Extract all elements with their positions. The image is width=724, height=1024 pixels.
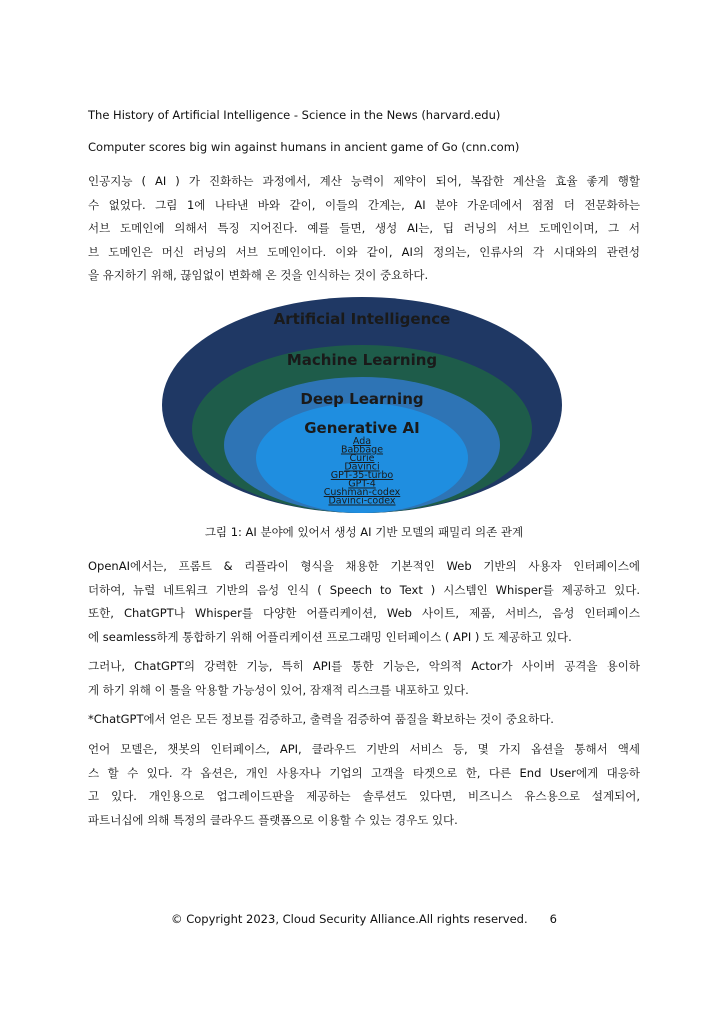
text-line: OpenAI에서는, 프롬트 & 리플라이 형식을 채용한 기본적인 Web 기반의 사용자 인터페이스에 bbox=[88, 559, 640, 573]
label-generative-ai: Generative AI bbox=[304, 419, 420, 437]
model-gpt-35-turbo: GPT-35-turbo bbox=[330, 470, 394, 481]
reference-link-harvard[interactable]: The History of Artificial Intelligence - Science in the News (harvard.edu) bbox=[88, 108, 501, 122]
model-babbage: Babbage bbox=[340, 444, 384, 456]
ai-hierarchy-diagram bbox=[162, 295, 562, 513]
label-artificial-intelligence: Artificial Intelligence bbox=[273, 310, 451, 328]
label-deep-learning: Deep Learning bbox=[300, 390, 424, 408]
text-line: 스 할 수 있다. 각 옵션은, 개인 사용자나 기업의 고객을 타겟으로 한, 다른 End User에게 대응하 bbox=[88, 765, 640, 780]
text-line: 그러나, ChatGPT의 강력한 기능, 특히 API를 통한 기능은, 악의적 Actor가 사이버 공격을 용이하 bbox=[88, 659, 640, 673]
paragraph-access-options bbox=[88, 738, 640, 832]
model-ada: Ada bbox=[352, 436, 372, 447]
text-line: 수 없었다. 그림 1에 나타낸 바와 같이, 이들의 간계는, AI 분야 가운데에서 점점 더 전문화하는 bbox=[88, 197, 640, 212]
text-line: 인공지능 ( AI ) 가 진화하는 과정에서, 계산 능력이 제약이 되어, 복잡한 계산을 효율 좋게 행할 bbox=[88, 174, 640, 188]
paragraph-openai-interfaces bbox=[88, 555, 640, 649]
text-line: 서브 도메인에 의해서 특징 지어진다. 예를 들면, 생성 AI는, 딥 러닝의 서브 도메인이며, 그 서 bbox=[88, 221, 640, 235]
text-line: 게 하기 위해 이 툴을 악용할 가능성이 있어, 잠재적 리스크를 내포하고 있다. bbox=[88, 682, 469, 697]
paragraph-risks bbox=[88, 655, 640, 702]
label-machine-learning: Machine Learning bbox=[286, 351, 438, 369]
figure-caption: 그림 1: AI 분야에 있어서 생성 AI 기반 모델의 패밀리 의존 관계 bbox=[204, 525, 524, 539]
text-line: *ChatGPT에서 얻은 모든 정보를 검증하고, 출력을 검증하여 품질을 확보하는 것이 중요하다. bbox=[88, 712, 554, 726]
text-line: 파트너십에 의해 특정의 클라우드 플랫폼으로 이용할 수 있는 경우도 있다. bbox=[88, 812, 458, 827]
page-footer bbox=[88, 912, 640, 926]
page-number: 6 bbox=[549, 912, 557, 926]
paragraph-note bbox=[88, 708, 640, 732]
text-line: 에 seamless하게 통합하기 위해 어플리케이션 프로그래밍 인터페이스 ( API ) 도 제공하고 있다. bbox=[88, 629, 572, 644]
model-curie: Curie bbox=[349, 453, 375, 464]
model-davinci: Davinci bbox=[344, 461, 380, 473]
text-line: 언어 모델은, 챗봇의 인터페이스, API, 클라우드 기반의 서비스 등, 몇 가지 옵션을 통해서 액세 bbox=[88, 742, 640, 756]
text-line: 또한, ChatGPT나 Whisper를 다양한 어플리케이션, Web 사이트, 제품, 서비스, 음성 인터페이스 bbox=[88, 606, 640, 620]
text-line: 브 도메인은 머신 러닝의 서브 도메인이다. 이와 같이, AI의 정의는, 인류사의 각 시대와의 관련성 bbox=[88, 244, 640, 259]
paragraph-ai-evolution bbox=[88, 170, 640, 288]
text-line: 더하여, 뉴럴 네트워크 기반의 음성 인식 ( Speech to Text ) 시스템인 Whisper를 제공하고 있다. bbox=[88, 582, 640, 597]
copyright-text: © Copyright 2023, Cloud Security Alliance.All rights reserved. bbox=[171, 912, 528, 926]
text-line: 을 유지하기 위해, 끊임없이 변화해 온 것을 인식하는 것이 중요하다. bbox=[88, 268, 429, 282]
model-davinci-codex: Davinci-codex bbox=[328, 495, 396, 507]
text-line: 고 있다. 개인용으로 업그레이드판을 제공하는 솔루션도 있다면, 비즈니스 유스용으로 설계되어, bbox=[88, 789, 640, 803]
model-cushman-codex: Cushman-codex bbox=[323, 487, 401, 498]
reference-link-cnn[interactable]: Computer scores big win against humans in ancient game of Go (cnn.com) bbox=[88, 140, 520, 154]
model-gpt-4: GPT-4 bbox=[348, 478, 376, 490]
